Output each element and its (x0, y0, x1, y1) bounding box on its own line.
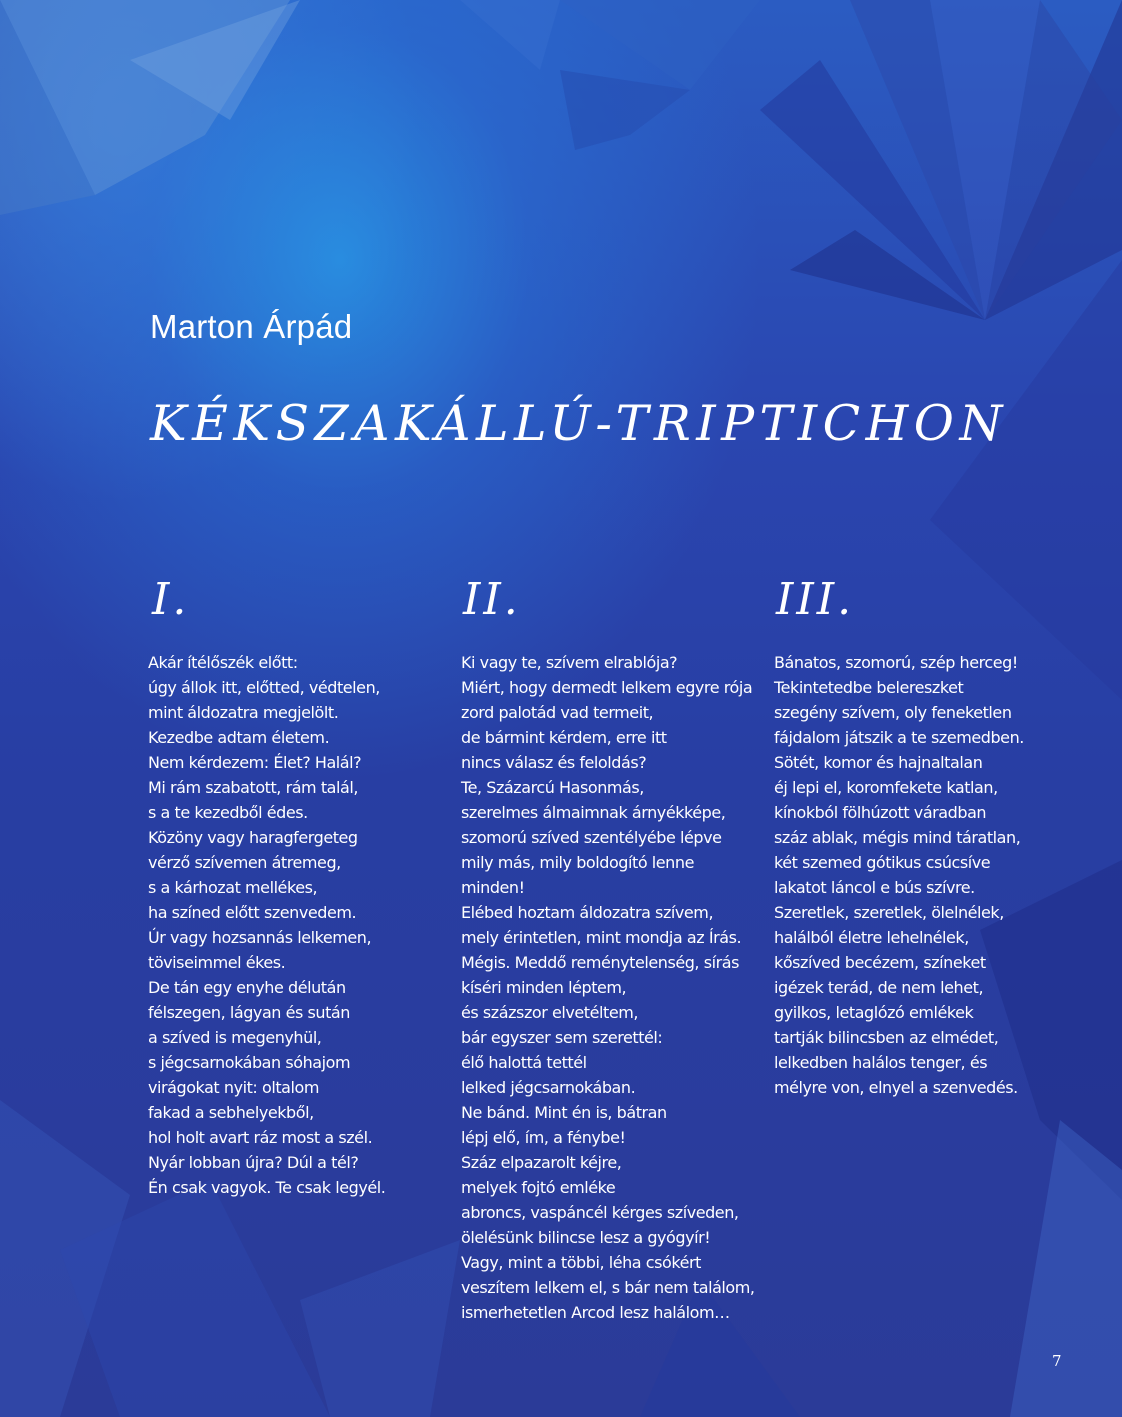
poem-line: Bánatos, szomorú, szép herceg! (774, 653, 1018, 672)
poem-line: Tekintetedbe belereszket (774, 678, 964, 697)
section-numeral-2: II. (463, 574, 521, 625)
poem-line: Vagy, mint a többi, léha csókért (461, 1253, 701, 1272)
poem-line: Száz elpazarolt kéjre, (461, 1153, 622, 1172)
poem-line: és százszor elvetéltem, (461, 1003, 638, 1022)
page-number: 7 (1052, 1352, 1062, 1370)
bg-shard (1010, 1120, 1122, 1417)
poem-line: Mi rám szabatott, rám talál, (148, 778, 358, 797)
bg-shard (300, 1240, 460, 1417)
section-numeral-1: I. (152, 574, 190, 625)
poem-line: s jégcsarnokában sóhajom (148, 1053, 351, 1072)
poem-line: Mégis. Meddő reménytelenség, sírás (461, 953, 739, 972)
poem-line: úgy állok itt, előtted, védtelen, (148, 678, 380, 697)
poem-line: bár egyszer sem szerettél: (461, 1028, 663, 1047)
poem-line: melyek fojtó emléke (461, 1178, 616, 1197)
poem-line: Ki vagy te, szívem elrablója? (461, 653, 678, 672)
poem-line: lelkedben halálos tenger, és (774, 1053, 988, 1072)
poem-line: szegény szívem, oly feneketlen (774, 703, 1012, 722)
poem-line: Kezedbe adtam életem. (148, 728, 330, 747)
poem-line: vérző szívemen átremeg, (148, 853, 341, 872)
poem-line: veszítem lelkem el, s bár nem találom, (461, 1278, 755, 1297)
poem-line: abroncs, vaspáncél kérges szíveden, (461, 1203, 739, 1222)
poem-line: kínokból fölhúzott váradban (774, 803, 987, 822)
poem-line: élő halottá tettél (461, 1053, 587, 1072)
poem-line: Úr vagy hozsannás lelkemen, (148, 928, 372, 947)
poem-line: nincs válasz és feloldás? (461, 753, 647, 772)
poem-line: Szeretlek, szeretlek, ölelnélek, (774, 903, 1004, 922)
poem-part-3 (774, 650, 1024, 1100)
poem-line: éj lepi el, koromfekete katlan, (774, 778, 998, 797)
poem-line: kíséri minden léptem, (461, 978, 627, 997)
poem-line: Te, Százarcú Hasonmás, (461, 778, 644, 797)
poem-line: lépj elő, ím, a fénybe! (461, 1128, 626, 1147)
poem-line: száz ablak, mégis mind táratlan, (774, 828, 1021, 847)
bg-shard (460, 0, 560, 70)
poem-line: hol holt avart ráz most a szél. (148, 1128, 373, 1147)
poem-line: Közöny vagy haragfergeteg (148, 828, 358, 847)
poem-title: KÉKSZAKÁLLÚ-TRIPTICHON (150, 395, 1008, 452)
poem-line: tartják bilincsben az elmédet, (774, 1028, 999, 1047)
bg-shard (930, 260, 1122, 700)
poem-line: a szíved is megenyhül, (148, 1028, 322, 1047)
poem-line: töviseimmel ékes. (148, 953, 286, 972)
poem-line: Akár ítélőszék előtt: (148, 653, 298, 672)
poem-line: két szemed gótikus csúcsíve (774, 853, 991, 872)
poem-line: Én csak vagyok. Te csak legyél. (148, 1178, 386, 1197)
poem-line: virágokat nyit: oltalom (148, 1078, 319, 1097)
poem-line: Nem kérdezem: Élet? Halál? (148, 753, 362, 772)
poem-line: Miért, hogy dermedt lelkem egyre rója (461, 678, 753, 697)
poem-line: mily más, mily boldogító lenne (461, 853, 694, 872)
poem-line: De tán egy enyhe délután (148, 978, 346, 997)
poem-line: de bármint kérdem, erre itt (461, 728, 667, 747)
poem-line: Sötét, komor és hajnaltalan (774, 753, 983, 772)
section-numeral-3: III. (776, 574, 855, 625)
poem-line: Ne bánd. Mint én is, bátran (461, 1103, 667, 1122)
poem-line: Elébed hoztam áldozatra szívem, (461, 903, 714, 922)
author-name: Marton Árpád (150, 308, 353, 345)
poem-line: minden! (461, 878, 525, 897)
poem-line: szerelmes álmaimnak árnyékképe, (461, 803, 726, 822)
poem-line: Nyár lobban újra? Dúl a tél? (148, 1153, 359, 1172)
poem-line: mélyre von, elnyel a szenvedés. (774, 1078, 1018, 1097)
poem-line: szomorú szíved szentélyébe lépve (461, 828, 722, 847)
poem-line: lelked jégcsarnokában. (461, 1078, 636, 1097)
poem-line: lakatot láncol e bús szívre. (774, 878, 975, 897)
poem-line: félszegen, lágyan és sután (148, 1003, 350, 1022)
poem-line: ismerhetetlen Arcod lesz halálom… (461, 1303, 730, 1322)
poem-line: ha színed előtt szenvedem. (148, 903, 357, 922)
poem-part-2 (461, 650, 755, 1325)
poem-line: fájdalom játszik a te szemedben. (774, 728, 1024, 747)
poem-line: ölelésünk bilincse lesz a gyógyír! (461, 1228, 711, 1247)
poem-part-1 (148, 650, 385, 1200)
poem-line: s a te kezedből édes. (148, 803, 308, 822)
poem-line: gyilkos, letaglózó emlékek (774, 1003, 974, 1022)
poem-line: s a kárhozat mellékes, (148, 878, 318, 897)
poem-line: igézek terád, de nem lehet, (774, 978, 984, 997)
poem-line: fakad a sebhelyekből, (148, 1103, 314, 1122)
poem-line: mely érintetlen, mint mondja az Írás. (461, 928, 742, 947)
poem-line: zord palotád vad termeit, (461, 703, 654, 722)
bg-shard (560, 70, 690, 150)
poem-line: mint áldozatra megjelölt. (148, 703, 339, 722)
poem-line: halálból életre lehelnélek, (774, 928, 969, 947)
poem-line: kőszíved becézem, színeket (774, 953, 986, 972)
